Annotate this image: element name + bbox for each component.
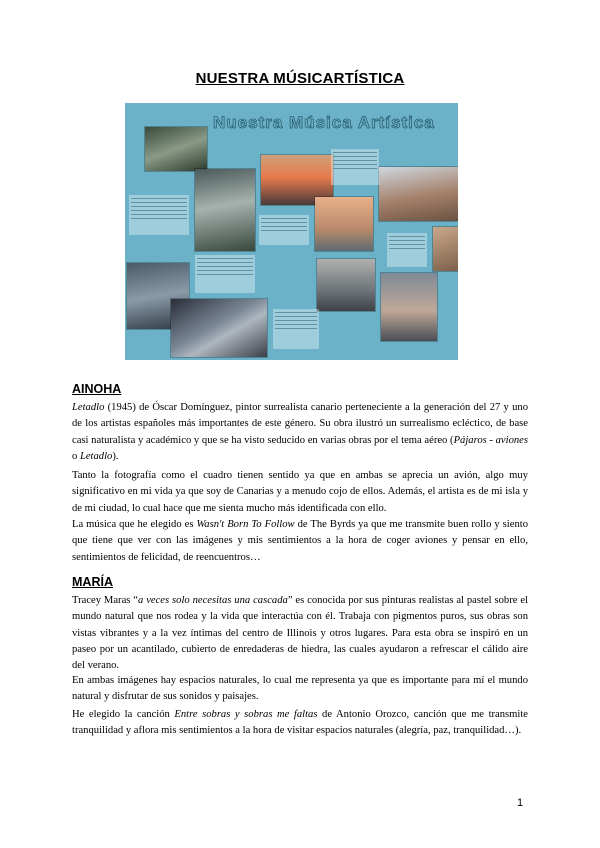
poster-photo-city (379, 167, 458, 221)
poster-photo-beach (315, 197, 373, 251)
paragraph: He elegido la canción Entre sobras y sobras me faltas de Antonio Orozco, canción que me transmite tranquilidad y aflora mis sentimientos a la hora de visitar espacios naturales (alegría, paz, tranquilidad…). (72, 709, 528, 737)
poster-photo-painting (171, 299, 267, 357)
paragraph: Letadlo (1945) de Óscar Domínguez, pintor surrealista canario perteneciente a la generación del 27 y uno de los artistas españoles más importantes de este género. Su obra ilustró un surrealismo ecléctico, de base casi naturalista y académico y que se ha visto seducido en varias obras por el tema aéreo (Pájaros - aviones o Letadlo). (72, 402, 528, 462)
poster-note (331, 149, 379, 185)
poster-note (129, 195, 189, 235)
poster-title: Nuestra Música Artística (213, 113, 435, 132)
section-heading-maria: MARÍA (72, 575, 113, 589)
page-number: 1 (517, 797, 524, 809)
song-title: Wasn't Born To Follow (196, 519, 295, 530)
poster-photo-waterfall-2 (195, 169, 255, 251)
poster-note (259, 215, 309, 245)
poster-note (387, 233, 427, 267)
poster-photo-plane-window (433, 227, 458, 271)
page-title: NUESTRA MÚSICARTÍSTICA (195, 70, 405, 87)
paragraph: En ambas imágenes hay espacios naturales, lo cual me representa ya que es importante para mí el mundo natural y disfrutar de sus sonidos y paisajes. (72, 675, 528, 703)
poster-photo-sea-1 (317, 259, 375, 311)
paragraph: Tanto la fotografía como el cuadro tienen sentido ya que en ambas se aprecia un avión, algo muy significativo en mi vida ya que soy de Canarias y a menudo cojo de ellos. Además, el artista es de mi isla y de mi ciudad, lo cual hace que me sienta mucho más identificada con ello. (72, 470, 528, 514)
artwork-title: a veces solo necesitas una cascada (138, 595, 288, 606)
poster-photo-waterfall-1 (145, 127, 207, 171)
poster-note (195, 255, 255, 293)
paragraph: La música que he elegido es Wasn't Born To Follow de The Byrds ya que me transmite buen rollo y siento que tiene que ver con las imágenes y mis sentimientos a la hora de coger aviones y pensar en ello, sentimientos de felicidad, de reencuentros… (72, 519, 528, 563)
paragraph: Tracey Maras “a veces solo necesitas una cascada” es conocida por sus pinturas realistas al pastel sobre el mundo natural que nos rodea y la vida que interactúa con él. Trabaja con pigmentos puros, sus obras son vistas vibrantes y a la vez íntimas del centro de Illinois y otros lugares. Para esta obra se inspiró en un paseo por un acantilado, cubierto de enredaderas de hiedra, las cuales ayudaron a refrescar el cálido aire del verano. (72, 595, 528, 672)
poster-photo (125, 103, 458, 360)
poster-photo-sea-2 (381, 273, 437, 341)
section-heading-ainoha: AINOHA (72, 382, 122, 396)
poster-note (273, 309, 319, 349)
song-title: Entre sobras y sobras me faltas (174, 709, 318, 720)
artwork-title: Letadlo (72, 402, 105, 413)
